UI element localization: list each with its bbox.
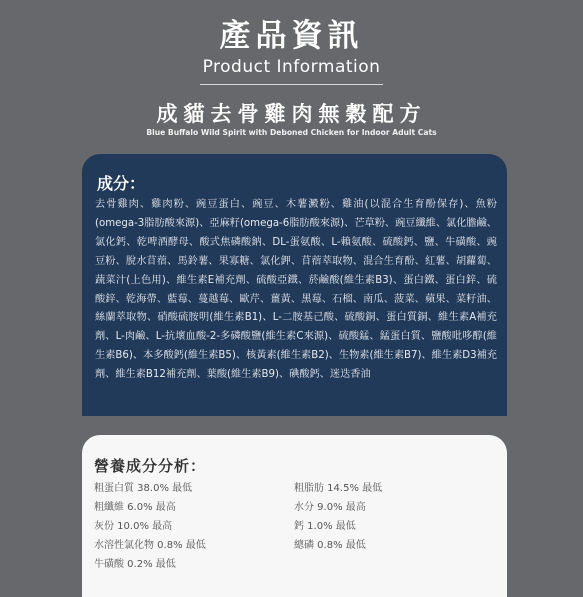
title-divider <box>200 84 383 85</box>
nutrition-item: 灰份 10.0% 最高 <box>94 521 173 532</box>
page-subtitle: Product Information <box>202 57 381 77</box>
nutrition-item: 粗蛋白質 38.0% 最低 <box>94 483 193 494</box>
nutrition-item: 總磷 0.8% 最低 <box>294 540 366 551</box>
ingredients-heading: 成分： <box>97 174 146 193</box>
nutrition-item: 粗纖維 6.0% 最高 <box>94 502 176 513</box>
nutrition-panel <box>82 435 507 597</box>
nutrition-heading: 營養成分分析： <box>94 457 207 475</box>
nutrition-item: 鈣 1.0% 最低 <box>294 521 356 532</box>
page-title: 產品資訊 <box>219 18 364 54</box>
product-name-english: Blue Buffalo Wild Spirit with Deboned Chicken for Indoor Adult Cats <box>146 128 437 137</box>
nutrition-column-left <box>94 479 206 574</box>
nutrition-item: 水溶性氯化物 0.8% 最低 <box>94 540 206 551</box>
ingredients-list: 去骨雞肉、雞肉粉、豌豆蛋白、豌豆、木薯澱粉、雞油(以混合生育酚保存)、魚粉(omega-3脂肪酸來源)、亞麻籽(omega-6脂肪酸來源)、芒草粉、豌豆纖維、氯化膽鹼、氯化鈣、乾啤酒酵母、酸式焦磷酸鈉、DL-蛋氨酸、L-賴氨酸、硫酸鈣、鹽、牛磺酸、豌豆粉、脫水苜蓿、馬鈴薯、果寡糖、氯化鉀、苜蓿萃取物、混合生育酚、紅薯、胡蘿蔔、蔬菜汁(上色用)、維生素E補充劑、硫酸亞鐵、菸鹼酸(維生素B3)、蛋白鐵、蛋白鋅、硫酸鋅、乾海帶、藍莓、蔓越莓、歐芹、薑黃、黑莓、石榴、南瓜、菠菜、蘋果、菜籽油、絲蘭萃取物、硝酸硫胺明(維生素B1)、L-二胺基己酸、硫酸銅、蛋白質銅、維生素A補充劑、L-肉鹼、L-抗壞血酸-2-多磷酸鹽(維生素C來源)、硫酸錳、錳蛋白質、鹽酸吡哆醇(維生素B6)、本多酸鈣(維生素B5)、核黃素(維生素B2)、生物素(維生素B7)、維生素D3補充劑、維生素B12補充劑、葉酸(維生素B9)、碘酸鈣、迷迭香油 <box>95 199 497 381</box>
nutrition-column-right <box>294 479 382 555</box>
nutrition-item: 牛磺酸 0.2% 最低 <box>94 559 176 570</box>
nutrition-item: 水分 9.0% 最高 <box>294 502 366 513</box>
product-name: 成貓去骨雞肉無穀配方 <box>156 102 427 126</box>
nutrition-item: 粗脂肪 14.5% 最低 <box>294 483 383 494</box>
ingredients-panel <box>82 154 507 416</box>
